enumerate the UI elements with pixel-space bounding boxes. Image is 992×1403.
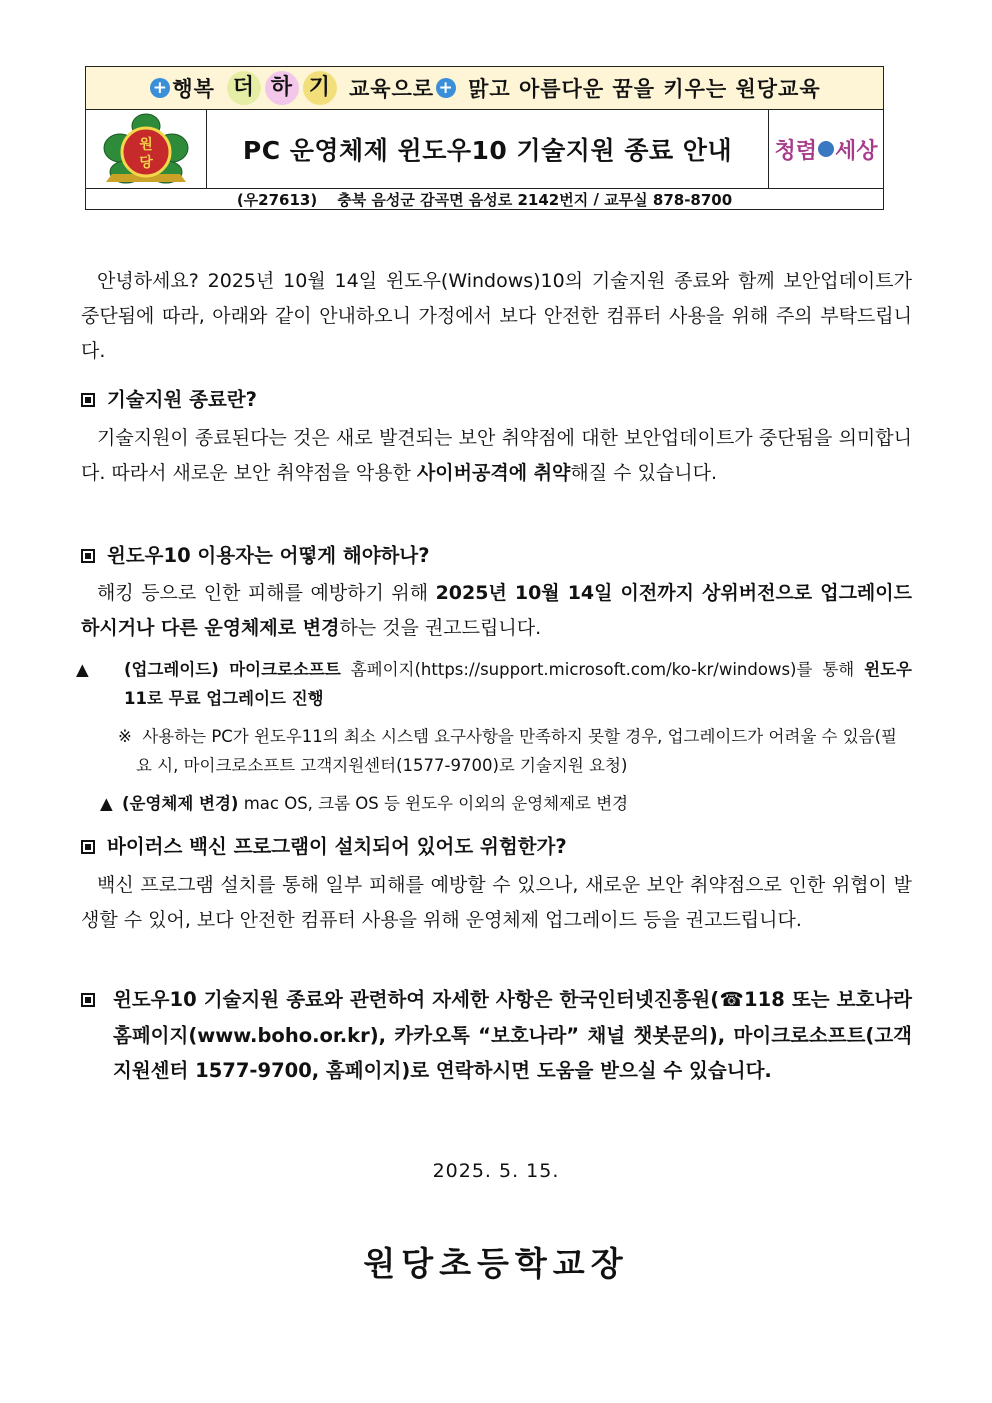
requirements-note: ※ 사용하는 PC가 윈도우11의 최소 시스템 요구사항을 만족하지 못할 경우, 업그레이드가 어려울 수 있음(필요 시, 마이크로소프트 고객지원센터(1577-9700)로 기술지원 요청) [118,727,897,775]
postal-code: (우27613) [236,190,318,209]
document-date: 2025. 5. 15. [432,1160,560,1182]
contact-paragraph: 윈도우10 기술지원 종료와 관련하여 자세한 사항은 한국인터넷진흥원(☎118 또는 보호나라 홈페이지(www.boho.or.kr), 카카오톡 “보호나라” 채널 챗봇문의), 마이크로소프트(고객지원센터 1577-9700, 홈페이지)로 연락하시면 도움을 받으실 수 있습니다. [81,982,912,1089]
motto-bubble-1: 더 [227,71,261,105]
intro-paragraph: 안녕하세요? 2025년 10월 14일 윈도우(Windows)10의 기술지원 종료와 함께 보안업데이트가 중단됨에 따라, 아래와 같이 안내하오니 가정에서 보다 안전한 컴퓨터 사용을 위해 주의 부탁드립니다. [81,270,912,362]
section3-paragraph: 백신 프로그램 설치를 통해 일부 피해를 예방할 수 있으나, 새로운 보안 취약점으로 인한 위협이 발생할 수 있어, 보다 안전한 컴퓨터 사용을 위해 운영체제 업그레이드 등을 권고드립니다. [81,874,912,931]
slogan-dot-icon [818,141,834,157]
plus-icon: + [436,78,456,98]
address-location: 충북 음성군 감곡면 음성로 2142번지 [337,190,589,209]
slogan-logo [768,110,883,188]
triangle-bullet-icon: ▲ [100,794,113,813]
school-motto-banner [86,67,883,110]
motto-part1: 행복 [172,77,215,101]
motto-part3: 맑고 아름다운 꿈을 키우는 원당교육 [468,77,821,101]
school-address [86,189,883,209]
square-bullet-icon [81,549,95,563]
section2-heading: 윈도우10 이용자는 어떻게 해야하나? [81,540,430,568]
section2-emphasis: 2025년 10월 14일 이전까지 상위버전으로 업그레이드하시거나 다른 운영체제로 변경 [81,582,912,639]
section1-heading: 기술지원 종료란? [81,384,257,412]
os-change-bullet: ▲ (운영체제 변경) mac OS, 크롬 OS 등 윈도우 이외의 운영체제로 변경 [100,789,912,818]
section2-paragraph: 해킹 등으로 인한 피해를 예방하기 위해 2025년 10월 14일 이전까지 상위버전으로 업그레이드하시거나 다른 운영체제로 변경하는 것을 권고드립니다. [81,582,912,639]
note-marker: ※ [118,727,132,746]
motto-bubble-3: 기 [303,71,337,105]
triangle-bullet-icon: ▲ [76,660,89,679]
section1-paragraph: 기술지원이 종료된다는 것은 새로 발견되는 보안 취약점에 대한 보안업데이트가 중단됨을 의미합니다. 따라서 새로운 보안 취약점을 악용한 사이버공격에 취약해질 수 있습니다. [81,427,912,484]
square-bullet-icon [81,393,95,407]
principal-signature: 원당초등학교장 [363,1244,629,1283]
letterhead [85,66,884,210]
address-separator: / [593,190,599,208]
square-bullet-icon [81,840,95,854]
slogan-right: 세상 [835,137,878,164]
slogan-left: 청렴 [774,137,817,164]
document-title: PC 운영체제 윈도우10 기술지원 종료 안내 [242,136,733,165]
square-bullet-icon [81,993,95,1007]
school-emblem-icon [96,112,196,186]
school-emblem [86,110,207,188]
upgrade-bullet: ▲ (업그레이드) 마이크로소프트 홈페이지(https://support.microsoft.com/ko-kr/windows)를 통해 윈도우11로 무료 업그레이드 진행 [100,655,912,713]
office-phone: 교무실 878-8700 [604,190,733,209]
section3-heading: 바이러스 백신 프로그램이 설치되어 있어도 위험한가? [81,831,567,859]
emblem-char-1: 원 [139,137,153,153]
plus-icon: + [150,78,170,98]
motto-part2: 교육으로 [348,77,435,101]
motto-bubble-2: 하 [265,71,299,105]
section1-emphasis: 사이버공격에 취약 [416,462,571,484]
emblem-char-2: 당 [139,155,153,171]
